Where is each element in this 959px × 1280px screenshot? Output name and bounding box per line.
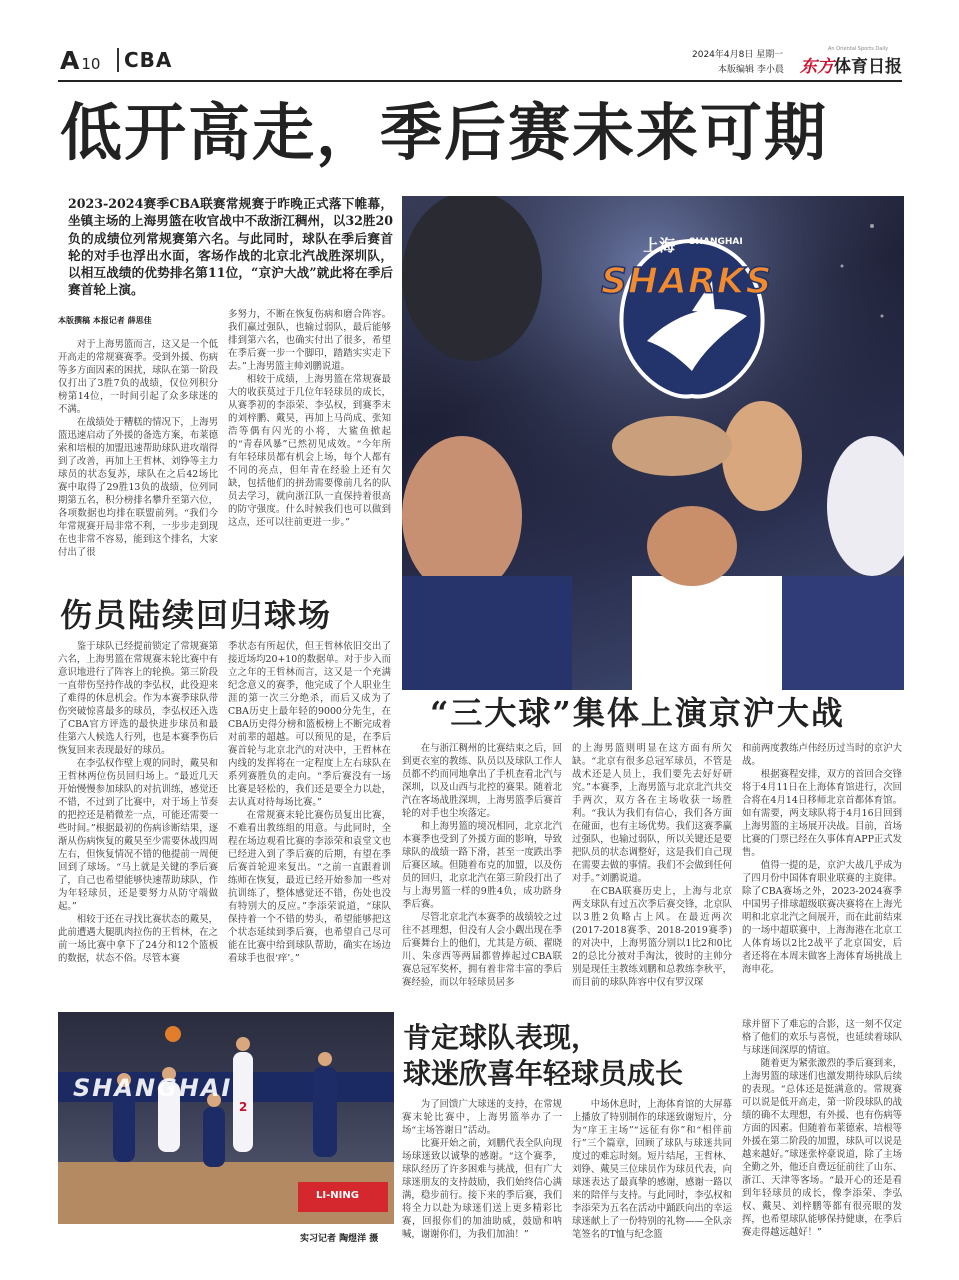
issue-date: 2024年4月8日 星期一 (692, 50, 784, 60)
header-rule (58, 80, 902, 82)
photo-caption: 实习记者 陶煜洋 摄 (300, 1234, 379, 1244)
byline: 本版撰稿 本报记者 薛思佳 (58, 316, 152, 325)
paragraph: 相较于成绩，上海男篮在常规赛最大的收获莫过于几位年轻球员的成长，从赛季初的李添荣、李弘权，到赛季末的刘梓鹏、戴昊，再加上马尚成、张知浩等偶有闪光的小将，大鲨鱼掀起的“青春风暴”已然初见成效。“今年所有年轻球员都有机会上场，每个人都有不同的亮点，但年青在经验上还有欠缺，包括他们的拼劲需要像前几名的队员去学习，就向浙江队一直保持着很高的防守强度。什么时候我们也可以做到这点，还可以往前更进一步。” (228, 374, 391, 528)
intro-column-1 (58, 338, 218, 570)
paragraph: 根据赛程安排，双方的首回合交锋将于4月11日在上海体育馆进行，次回合将在4月14日移师北京首都体育馆。如有需要，两支球队将于4月16日回到上海男篮的主场展开决战。目前，首场比赛的门票已经在久事体育APP正式发售。 (742, 769, 902, 858)
sharks-logo (597, 221, 787, 411)
paragraph: 球并留下了难忘的合影，这一刻不仅定格了他们的欢乐与喜悦，也延续着球队与球迷间深厚的情谊。 (742, 1019, 902, 1056)
section-3-column-b (572, 1098, 732, 1248)
paragraph: 随着更为紧张激烈的季后赛到来，上海男篮的球迷们也激发期待球队后续的表现。“总体还是挺满意的。常规赛可以说是低开高走，第一阶段球队的战绩的确不太理想，有外援、也有伤病等方面的因素。但随着布莱德索、培根等外援在第二阶段的加盟，球队可以说是越来越好。”球迷张梓豪说道，除了主场全勤之外，他还自费远征前往了山东、浙江、天津等客场。“最开心的还是看到年轻球员的成长，像李添荣、李弘权、戴昊、刘梓鹏等都有很亮眼的发挥，也希望球队能够保持健康，在季后赛走得越远越好！” (742, 1058, 902, 1238)
court-banner-text: SHANGHAI (73, 1074, 233, 1102)
paragraph: 值得一提的是，京沪大战几乎成为了四月份中国体育职业联赛的主旋律。除了CBA赛场之外，2023-2024赛季中国男子排球超级联赛决赛将在上海光明和北京北汽之间展开，而在此前结束的一场中超联赛中，上海海港在北京工人体育场以2比2战平了北京国安，后者还将在本周末做客上海体育场挑战上海申花。 (742, 860, 902, 975)
paragraph: 多努力，不断在恢复伤病和磨合阵容。我们赢过强队，也输过弱队，最后能够排到第六名，也确实付出了很多，希望在季后赛一步一个脚印，踏踏实实走下去。”上海男篮主帅刘鹏说道。 (228, 309, 391, 372)
section-3-title-line-1: 肯定球队表现， (403, 1021, 600, 1054)
page-number: A 10 (60, 46, 101, 75)
paragraph: 和前两度教练卢伟经历过当时的京沪大战。 (742, 743, 902, 767)
game-action-photo (58, 1012, 394, 1224)
logo-sharks-word: SHARKS (601, 261, 773, 302)
paragraph: 对于上海男篮而言，这又是一个低开高走的常规赛赛季。受到外援、伤病等多方面因素的困扰，球队在第一阶段仅打出了3胜7负的战绩，仅位列积分榜第14位，一时间引起了众多球迷的不满。 (58, 339, 218, 415)
section-3-title (403, 1020, 723, 1092)
section-2-column-3 (742, 742, 902, 1004)
paragraph: 比赛开始之前，刘鹏代表全队向现场球迷致以诚挚的感谢。“这个赛季，球队经历了许多困难与挑战，但有广大球迷朋友的支持鼓励，我们始终信心满满，稳步前行。接下来的季后赛，我们将全力以赴为球迷们送上更多精彩比赛，回报你们的加油助威，鼓励和呐喊，谢谢你们，为我们加油！” (402, 1138, 562, 1240)
section-2-column-2 (572, 742, 732, 1004)
paragraph: 在李弘权作壁上观的同时，戴昊和王哲林两位伤员回归场上。“最近几天开始慢慢参加球队的对抗训练，感觉还不错，不过到了比赛中，对于场上节奏的把控还是稍微差一点，可能还需要一些时间。”根据最初的伤病诊断结果，逐渐从伤病恢复的戴昊至少需要休战四周左右，但恢复情况不错的他提前一周便回到了球场。“马上就是关键的季后赛了，自己也希望能够快速帮助球队，作为年轻球员，还是要努力从防守端做起。” (58, 758, 218, 912)
section-1-title: 伤员陆续回归球场 (60, 596, 333, 634)
section-label: CBA (124, 48, 173, 72)
jersey-number: 2 (239, 1100, 248, 1114)
sponsor-board: LI-NING (316, 1190, 359, 1201)
shark-icon (597, 221, 787, 411)
paragraph: 在战绩处于糟糕的情况下，上海男篮迅速启动了外援的备选方案，布莱德索和培根的加盟迅速帮助球队进攻端得到了改善，再加上王哲林、刘铮等主力球员的状态复苏，球队在之后42场比赛中取得了29胜13负的战绩，位列同期第五名，积分榜排名攀升至第六位，各项数据也均排在联盟前列。“我们今年常规赛开局非常不利，一步步走到现在也非常不容易，能到这个排名，大家付出了很 (58, 417, 218, 558)
team-huddle-photo (402, 196, 904, 690)
header-divider (117, 48, 119, 72)
paragraph: 中场休息时，上海体育馆的大屏幕上播放了特别制作的球迷致谢短片，分为“庠王主场”“远征有你”和“相伴前行”三个篇章，回顾了球队与球迷共同度过的难忘时刻。短片结尾，王哲林、刘铮、戴昊三位球员作为球员代表，向球迷表达了最真挚的感谢，感谢一路以来的陪伴与支持。与此同时，李弘权和李添荣为五名在活动中踊跃向出的幸运球迷献上了一份特别的礼物——全队亲笔签名的T恤与纪念篮 (572, 1099, 732, 1240)
paragraph: 相较于还在寻找比赛状态的戴昊，此前遭遇大腿肌肉拉伤的王哲林，在之前一场比赛中拿下了24分和12个篮板的数据，状态不俗。尽管本赛 (58, 914, 218, 964)
logo-team-en: SHANGHAI (689, 237, 743, 247)
paragraph: 为了回馈广大球迷的支持，在常规赛末轮比赛中，上海男篮举办了一场“主场答谢日”活动。 (402, 1099, 562, 1136)
lead-paragraph: 2023-2024赛季CBA联赛常规赛于昨晚正式落下帷幕，坐镇主场的上海男篮在收官战中不敌浙江稠州，以32胜20负的成绩位列常规赛第六名。与此同时，球队在季后赛首轮的对手也浮出水面，客场作战的北京北汽战胜深圳队，以相互战绩的优势排名第11位，“京沪大战”就此将在季后赛首轮上演。 (68, 196, 393, 298)
paragraph: 和上海男篮的境况相同，北京北汽本赛季也受到了外援方面的影响，导致球队的战绩一路下滑，甚至一度跌出季后赛区域。但随着布克的加盟，以及伤员的回归，北京北汽在第三阶段打出了与上海男篮一样的9胜4负，成功跻身季后赛。 (402, 821, 562, 910)
paragraph: 的上海男篮则明显在这方面有所欠缺。“北京有很多总冠军球员，不管是战术还是人员上，我们要先去好好研究。”本赛季，上海男篮与北京北汽共交手两次，双方各在主场收获一场胜利。“我认为我们有信心，我们各方面在碰面，也有主场优势。我们这赛季赢过强队，也输过弱队，所以关键还是要把队员的状态调整好，这是我们自己现在需要去做的事情。我们不会做到任何对手。”刘鹏说道。 (572, 743, 732, 884)
section-2-title: “三大球”集体上演京沪大战 (430, 694, 845, 732)
main-headline: 低开高走，季后赛未来可期 (60, 96, 829, 169)
paragraph: 尽管北京北汽本赛季的战绩较之过往不甚理想，但没有人会小觑出现在季后赛舞台上的他们，尤其是方硕、翟晓川、朱彦西等两届都曾捧起过CBA联赛总冠军奖杯，拥有着非常丰富的季后赛经验，而以年轻球员居多 (402, 912, 562, 988)
paragraph: 在常规赛末轮比赛伤员复出比赛，不难看出教练组的用意。与此同时，全程在场边观看比赛的李添荣和袁堂文也已经进入到了季后赛的后期，有望在季后赛首轮迎来复出。“之前一直跟着训练师在恢复，最近已经开始参加一些对抗训练了，整体感觉还不错，伤处也没有特别大的反应。”李添荣说道，“球队保持着一个不错的势头，希望能够把这个状态延续到季后赛，也希望自己尽可能在比赛中给到球队帮助，确实在场边看球手也很‘痒’。” (228, 810, 391, 964)
section-1-column-2 (228, 640, 391, 1005)
section-1-column-1 (58, 640, 218, 1005)
paragraph: 在CBA联赛历史上，上海与北京两支球队有过五次季后赛交锋，北京队以3胜2负略占上风。在最近两次(2017-2018赛季、2018-2019赛季)的对决中，上海男篮分别以1比2和0比2的总比分被对手淘汰，彼时的主帅分别是现任主教练刘鹏和总教练李秋平，而目前的球队阵容中仅有罗汉琛 (572, 886, 732, 988)
paragraph: 季状态有所起伏，但王哲林依旧交出了接近场均20+10的数据单。对于步入而立之年的王哲林而言，这又是一个充满纪念意义的赛季，他完成了个人职业生涯的第一次三分绝杀，而后又成为了CBA历史上最年轻的9000分先生，在CBA历史得分榜和篮板榜上不断完成着对前辈的超越。可以预见的是，在季后赛首轮与北京北汽的对决中，王哲林在内线的发挥将在一定程度上左右球队在系列赛胜负的走向。“季后赛没有一场比赛是轻松的，我们还是要全力以赴，去认真对待每场比赛。” (228, 641, 391, 808)
section-3-title-line-2: 球迷欣喜年轻球员成长 (403, 1057, 684, 1090)
section-3-column-a (402, 1098, 562, 1248)
section-3-column-c (742, 1018, 902, 1248)
paragraph: 鉴于球队已经提前锁定了常规赛第六名，上海男篮在常规赛末轮比赛中有意识地进行了阵容上的轮换。第三阶段一直带伤坚持作战的李弘权，此役迎来了难得的休息机会。作为本赛季球队带伤突破惊喜最多的球员，李弘权还入选了CBA官方评选的最快进步球员和最佳第六人候选人行列，也是本赛季伤后恢复回来表现最好的球员。 (58, 641, 218, 756)
logo-team-cn: 上海 (643, 236, 676, 255)
section-2-column-1 (402, 742, 562, 1004)
paragraph: 在与浙江稠州的比赛结束之后，回到更衣室的教练、队员以及球队工作人员都不约而同地拿出了手机查看北汽与深圳，以及山西与北控的赛果。随着北汽在客场战胜深圳，上海男篮季后赛首轮的对手也尘埃落定。 (402, 743, 562, 819)
page-editor: 本版编辑 李小晨 (718, 65, 784, 75)
newspaper-logo: An Oriental Sports Daily 东方体育日报 (800, 46, 902, 77)
intro-column-2 (228, 308, 391, 570)
